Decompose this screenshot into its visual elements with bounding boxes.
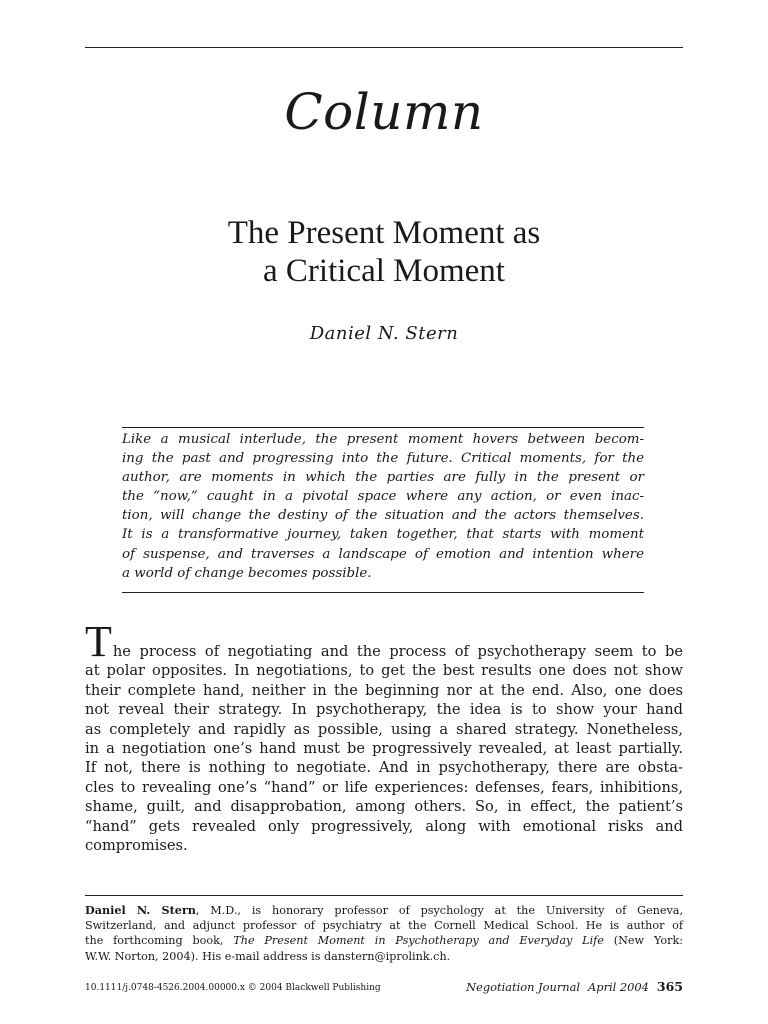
footnote-line: W.W. Norton, 2004). His e-mail address is danstern@iprolink.ch. [85,949,451,963]
abstract-line: It is a transformative journey, taken together, that starts with moment [122,527,644,543]
running-footer [466,979,683,995]
abstract-bottom-rule [122,592,644,593]
abstract [122,430,644,583]
body-line: in a negotiation one’s hand must be progressively revealed, at least partially. [85,740,683,758]
body-line: as completely and rapidly as possible, using a shared strategy. Nonetheless, [85,720,683,738]
footnote-text: (New York: [603,934,684,948]
footnote-line [85,933,683,948]
abstract-line: author, are moments in which the parties are fully in the present or [122,470,644,486]
body-line: cles to revealing one’s “hand” or life experiences: defenses, fears, inhibitions, [85,778,683,796]
footnote-line: Switzerland, and adjunct professor of psychiatry at the Cornell Medical School. He is author of [85,919,683,933]
footnote-text: , M.D., is honorary professor of psychology at the University of Geneva, [195,904,684,917]
header-rule [85,47,683,48]
body-line: shame, guilt, and disapprobation, among others. So, in effect, the patient’s [85,798,683,816]
drop-cap: T [85,617,112,666]
author-byline: Daniel N. Stern [309,323,459,344]
body-line: not reveal their strategy. In psychotherapy, the idea is to show your hand [85,701,683,719]
body-line: compromises. [85,837,188,855]
footer-doi-copyright: 10.1111/j.0748-4526.2004.00000.x © 2004 Blackwell Publishing [85,983,381,993]
article-title-line: The Present Moment as [227,215,541,251]
abstract-top-rule [122,427,644,428]
abstract-line: ing the past and progressing into the future. Critical moments, for the [122,451,644,467]
body-paragraph [85,617,683,855]
body-first-line [85,617,683,666]
footnote-book-title: The Present Moment in Psychotherapy and Everyday Life [233,934,604,948]
section-heading: Column [284,83,484,141]
body-first-line-text: he process of negotiating and the process of psychotherapy seem to be [112,643,683,660]
body-line: at polar opposites. In negotiations, to get the best results one does not show [85,662,683,680]
abstract-line: of suspense, and traverses a landscape of emotion and intention where [122,546,644,562]
body-line: If not, there is nothing to negotiate. And in psychotherapy, there are obsta- [85,759,683,777]
footer-journal-name: Negotiation Journal [466,980,581,994]
body-line: their complete hand, neither in the beginning nor at the end. Also, one does [85,681,683,699]
article-title-line: a Critical Moment [263,253,505,289]
abstract-line: a world of change becomes possible. [122,565,372,581]
footnote-text: the forthcoming book, [85,934,234,948]
abstract-line: Like a musical interlude, the present moment hovers between becom- [122,432,644,447]
abstract-line: the “now,” caught in a pivotal space where any action, or even inac- [122,489,644,505]
footnote-line [85,903,683,918]
page-number: 365 [656,979,683,994]
footer-issue-date: April 2004 [588,980,649,994]
footnote-rule [85,895,683,896]
abstract-line: tion, will change the destiny of the situation and the actors themselves. [122,508,644,524]
article-title [0,214,768,290]
footnote-author-name: Daniel N. Stern [85,903,196,917]
author-footnote [85,903,683,964]
body-line: “hand” gets revealed only progressively, along with emotional risks and [85,817,683,835]
